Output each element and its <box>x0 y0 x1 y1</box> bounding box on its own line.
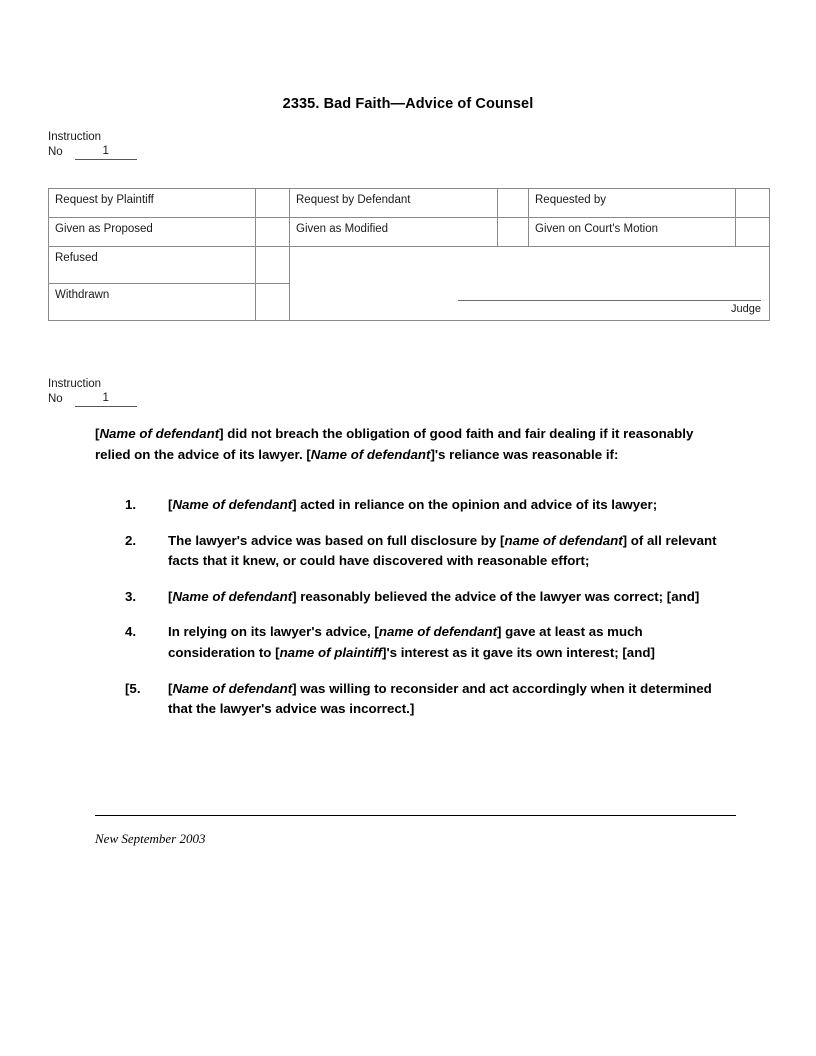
list-item-text <box>168 622 721 663</box>
paragraph-segment-1: ] did not breach the obligation of good faith and fair dealing if it reasonably relied on the advice of its lawyer. [ <box>95 426 694 462</box>
cell-request-by-plaintiff: Request by Plaintiff <box>49 189 256 218</box>
instruction-no-word: No <box>48 393 63 405</box>
judge-signature-area <box>458 299 761 316</box>
list-item-marker: 3. <box>125 588 137 604</box>
instruction-number-header-bottom <box>48 377 137 407</box>
footer-revision-note: New September 2003 <box>95 831 206 846</box>
placeholder-italic: Name of defendant <box>172 588 293 604</box>
placeholder-italic: name of defendant <box>378 624 498 640</box>
placeholder-italic: Name of defendant <box>172 680 293 696</box>
list-item-marker: [5. <box>125 680 141 696</box>
cell-requested-by: Requested by <box>529 189 736 218</box>
list-item <box>95 622 721 663</box>
checkbox-refused[interactable] <box>256 247 290 284</box>
instruction-no-word: No <box>48 146 63 158</box>
list-item-text <box>168 587 721 608</box>
list-item-segment: The lawyer's advice was based on full disclosure by [ <box>168 532 505 548</box>
list-item-segment: ] acted in reliance on the opinion and advice of its lawyer; <box>292 497 658 512</box>
list-item-text <box>168 679 721 720</box>
list-item-segment: ] reasonably believed the advice of the lawyer was correct; [and] <box>292 588 700 604</box>
instruction-number-field[interactable]: 1 <box>75 392 137 407</box>
cell-refused: Refused <box>49 247 256 284</box>
instruction-number-field[interactable]: 1 <box>75 145 137 160</box>
list-item-segment: [ <box>168 680 173 696</box>
instruction-paragraph <box>95 424 721 465</box>
list-item-marker: 1. <box>125 497 137 512</box>
judge-signature-cell <box>290 247 770 321</box>
checkbox-request-by-plaintiff[interactable] <box>256 189 290 218</box>
instruction-number-row <box>48 145 137 160</box>
instruction-number-header-top <box>48 130 137 160</box>
cell-withdrawn: Withdrawn <box>49 284 256 321</box>
paragraph-segment-2: ]'s reliance was reasonable if: <box>430 446 619 462</box>
instruction-element-list <box>95 495 721 720</box>
page-title: 2335. Bad Faith—Advice of Counsel <box>282 96 534 112</box>
instruction-number-row <box>48 392 137 407</box>
list-item-segment: ] of all relevant facts that it knew, or could have discovered with reasonable effort; <box>168 532 717 569</box>
list-item <box>95 531 721 572</box>
list-item-text <box>168 531 721 572</box>
placeholder-italic: name of plaintiff <box>279 644 383 660</box>
list-item-segment: ]'s interest as it gave its own interest; [and] <box>382 644 655 660</box>
judge-label: Judge <box>731 303 761 315</box>
placeholder-name-of-defendant: Name of defendant <box>99 426 220 441</box>
placeholder-italic: Name of defendant <box>172 497 293 512</box>
table-row <box>49 247 770 284</box>
list-item-segment: [ <box>168 588 173 604</box>
checkbox-requested-by[interactable] <box>736 189 770 218</box>
cell-given-as-proposed: Given as Proposed <box>49 218 256 247</box>
cell-given-on-courts-motion: Given on Court's Motion <box>529 218 736 247</box>
instruction-label: Instruction <box>48 378 102 390</box>
list-item-segment: ] was willing to reconsider and act accordingly when it determined that the lawyer's advice was incorrect.] <box>168 680 712 717</box>
checkbox-given-on-courts-motion[interactable] <box>736 218 770 247</box>
paragraph-open-bracket: [ <box>95 426 100 441</box>
checkbox-withdrawn[interactable] <box>256 284 290 321</box>
list-item-segment: [ <box>168 497 173 512</box>
placeholder-name-of-defendant: Name of defendant <box>310 446 431 462</box>
checkbox-given-as-modified[interactable] <box>498 218 529 247</box>
table-row <box>49 189 770 218</box>
cell-given-as-modified: Given as Modified <box>290 218 498 247</box>
checkbox-given-as-proposed[interactable] <box>256 218 290 247</box>
list-item-marker: 2. <box>125 532 137 548</box>
list-item-text <box>168 495 721 516</box>
list-item <box>95 679 721 720</box>
list-item <box>95 495 721 516</box>
list-item-segment: In relying on its lawyer's advice, [ <box>168 624 379 640</box>
checkbox-request-by-defendant[interactable] <box>498 189 529 218</box>
cell-request-by-defendant: Request by Defendant <box>290 189 498 218</box>
list-item-marker: 4. <box>125 624 137 640</box>
placeholder-italic: name of defendant <box>504 532 623 548</box>
instruction-label: Instruction <box>48 131 102 143</box>
disposition-table <box>48 188 770 321</box>
table-row <box>49 218 770 247</box>
list-item <box>95 587 721 608</box>
footer-divider <box>95 815 736 816</box>
list-item-segment: ] gave at least as much consideration to [ <box>168 624 643 660</box>
